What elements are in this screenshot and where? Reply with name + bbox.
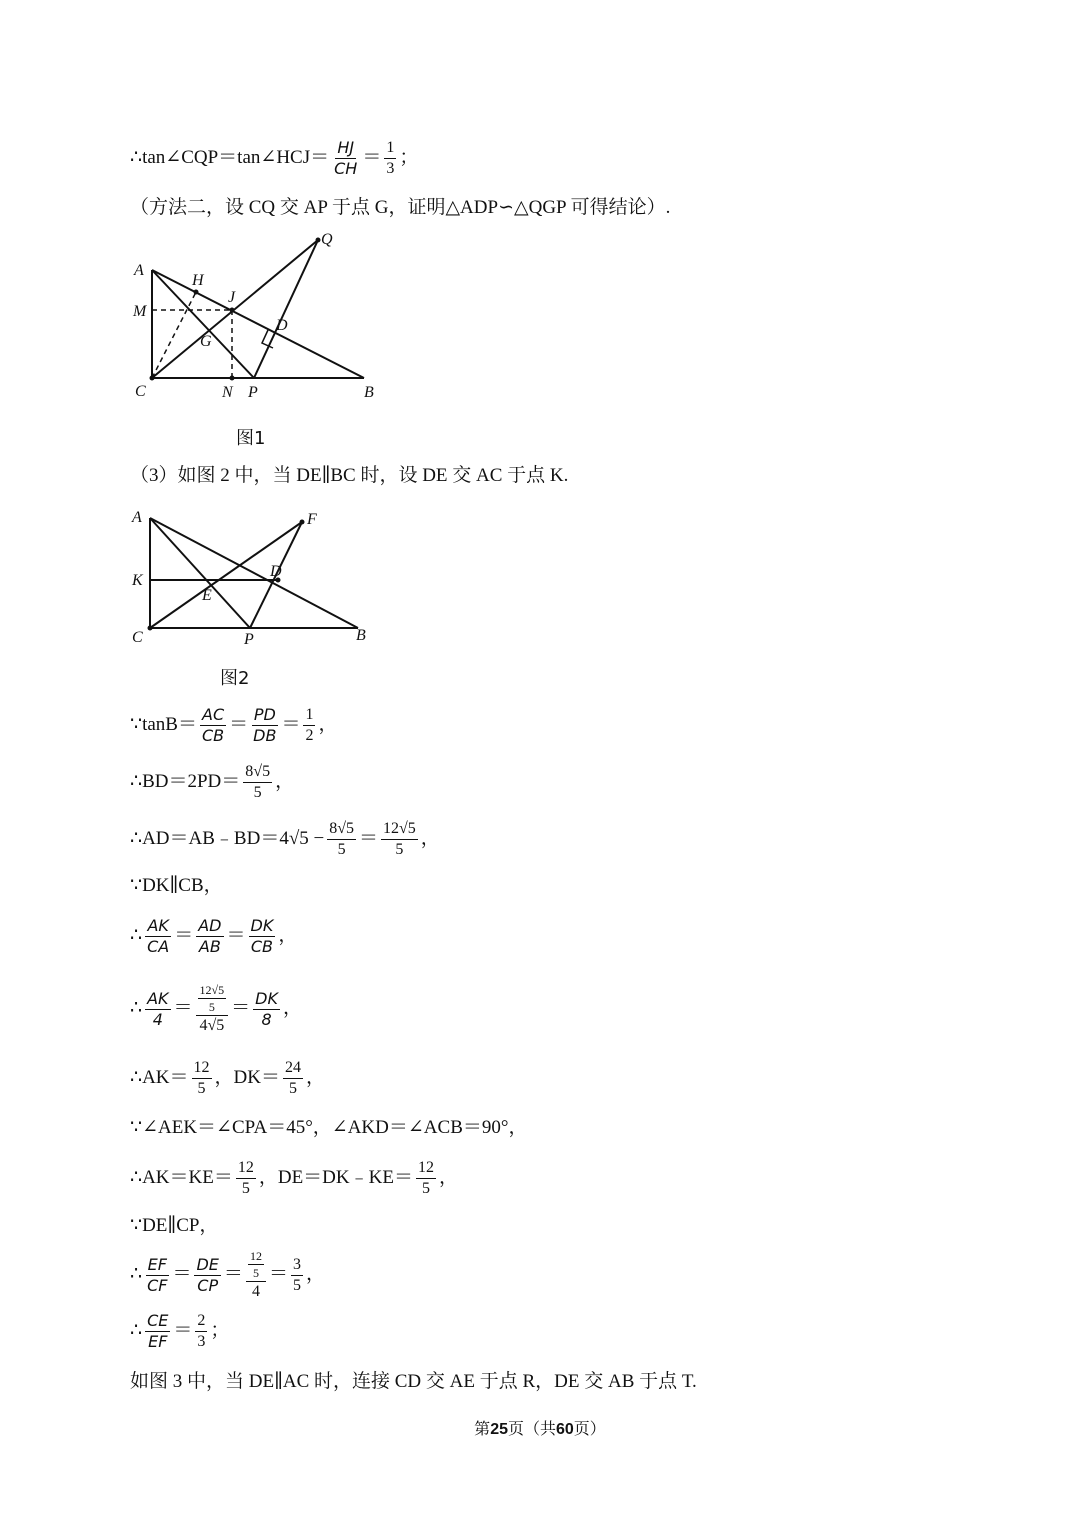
fraction: [145, 1254, 169, 1295]
inner-fraction: [246, 1250, 266, 1282]
num: 12: [192, 1060, 212, 1079]
text: ＝: [268, 1263, 288, 1285]
text: ，DK＝: [214, 1066, 280, 1088]
num: 8√5: [327, 821, 356, 840]
label-q: Q: [321, 231, 333, 248]
den: EF: [148, 1332, 168, 1351]
inner-fraction: [196, 984, 229, 1016]
num: 12√5: [381, 821, 418, 840]
segment-ch: [152, 292, 196, 378]
text: ；: [210, 1319, 230, 1341]
den: CB: [201, 726, 225, 745]
fraction: [332, 140, 359, 177]
segment-qp: [254, 240, 318, 378]
text: ＝: [172, 1263, 192, 1285]
text: ，: [282, 997, 302, 1019]
line-ad: [130, 821, 440, 858]
text: ＝: [229, 713, 249, 735]
footer-text: 第: [474, 1421, 491, 1438]
fraction: [194, 1254, 220, 1295]
text: ，: [318, 713, 338, 735]
text: ＝: [223, 1263, 243, 1285]
text: ∴BD＝2PD＝: [130, 770, 241, 792]
den: 4: [251, 1283, 260, 1300]
num: 1: [384, 140, 396, 159]
figure-1-caption: 图1: [236, 428, 266, 449]
text: ∴: [130, 924, 143, 946]
label-h: H: [192, 272, 204, 289]
label-j: J: [228, 289, 236, 306]
figure-1-diagram: [128, 222, 388, 452]
footer-text: 页（共: [507, 1421, 556, 1438]
den: 3: [386, 160, 395, 177]
den: 5: [253, 784, 262, 801]
text: ，: [275, 770, 295, 792]
label-n: N: [222, 384, 233, 401]
page-total: 60: [556, 1421, 574, 1438]
segment-ap: [150, 518, 250, 628]
text: ∴AD＝AB﹣BD＝4√5 −: [130, 827, 325, 849]
num: PD: [253, 705, 276, 724]
fraction: [381, 821, 418, 858]
fraction: [253, 988, 280, 1029]
den: AB: [198, 937, 221, 956]
fraction: [192, 1060, 212, 1097]
num: HJ: [337, 138, 355, 157]
num: DK: [250, 916, 274, 935]
fraction: [195, 1313, 207, 1350]
text: ∴AK＝KE＝: [130, 1166, 233, 1188]
line-figure-3: 如图 3 中，当 DE∥AC 时，连接 CD 交 AE 于点 R，DE 交 AB 于点 T.: [130, 1371, 697, 1392]
den: 3: [197, 1333, 206, 1350]
segment-ab: [150, 518, 358, 628]
den: CH: [334, 159, 358, 178]
num: 8√5: [243, 764, 272, 783]
num: AK: [147, 988, 169, 1008]
den: 4√5: [199, 1017, 225, 1034]
text: ＝: [362, 146, 382, 168]
num: AK: [147, 916, 169, 935]
num: 12: [249, 1249, 262, 1263]
fraction: [384, 140, 396, 177]
line-tanb: [130, 707, 337, 744]
footer-text: 页）: [573, 1421, 606, 1438]
label-d: D: [270, 563, 282, 580]
den: 5: [421, 1180, 430, 1197]
den: 5: [337, 841, 346, 858]
line-de-parallel: ∵DE∥CP，: [130, 1215, 219, 1236]
text: ；: [399, 146, 419, 168]
text: ，DE＝DK﹣KE＝: [258, 1166, 413, 1188]
num: CE: [147, 1311, 169, 1330]
fraction: [283, 1060, 303, 1097]
line-tan-cqp: [130, 140, 418, 177]
fraction: [416, 1160, 436, 1197]
text: ∴AK＝: [130, 1066, 189, 1088]
den: 2: [305, 727, 314, 744]
den: 4: [152, 1009, 163, 1029]
num: 12: [416, 1160, 436, 1179]
label-g: G: [200, 333, 212, 350]
den: 5: [252, 1266, 259, 1280]
line-angles: ∵∠AEK＝∠CPA＝45°，∠AKD＝∠ACB＝90°，: [130, 1117, 528, 1138]
den: 5: [288, 1080, 297, 1097]
text: ∴: [130, 1263, 143, 1285]
text: ，: [305, 1263, 325, 1285]
text: ∴: [130, 1319, 143, 1341]
text: ，: [278, 924, 298, 946]
fraction: [145, 988, 170, 1029]
text: ＝: [231, 997, 251, 1019]
num: 12√5: [199, 983, 225, 997]
num: DE: [196, 1254, 219, 1274]
text: ∵tanB＝: [130, 713, 197, 735]
text: ＝: [173, 1319, 193, 1341]
line-ak-dk: [130, 1060, 325, 1097]
line-ratio-2: [130, 984, 302, 1034]
den: CP: [197, 1275, 219, 1295]
line-ratio-4: [130, 1313, 229, 1350]
line-part-3: （3）如图 2 中，当 DE∥BC 时，设 DE 交 AC 于点 K.: [130, 465, 569, 486]
num: 3: [291, 1257, 303, 1276]
text: ，: [305, 1066, 325, 1088]
den: CB: [250, 937, 273, 956]
text: ，: [420, 827, 440, 849]
fraction: [200, 707, 226, 744]
num: 24: [283, 1060, 303, 1079]
fraction: [249, 918, 276, 955]
text: ∴: [130, 997, 143, 1019]
line-ratio-1: [130, 918, 297, 955]
figure-1: [128, 222, 388, 457]
fraction: [246, 1250, 266, 1300]
segment-ab: [152, 270, 364, 378]
figure-2: [128, 500, 388, 689]
fraction: [145, 918, 171, 955]
line-dk-parallel: ∵DK∥CB，: [130, 875, 223, 896]
den: 5: [208, 1000, 215, 1014]
label-m: M: [133, 303, 147, 320]
den: CF: [147, 1275, 168, 1295]
label-p: P: [244, 631, 254, 648]
num: 2: [195, 1313, 207, 1332]
fraction: [251, 707, 278, 744]
text: ＝: [281, 713, 301, 735]
fraction: [291, 1257, 303, 1294]
num: 12: [236, 1160, 256, 1179]
den: 5: [292, 1276, 301, 1294]
label-c: C: [132, 629, 143, 646]
label-p: P: [248, 384, 258, 401]
fraction: [243, 764, 272, 801]
label-a: A: [134, 262, 144, 279]
den: 8: [261, 1009, 272, 1029]
fraction: [196, 918, 223, 955]
text: ，: [438, 1166, 458, 1188]
fraction: [327, 821, 356, 858]
label-e: E: [202, 587, 212, 604]
text: ＝: [173, 997, 193, 1019]
num: AD: [198, 916, 222, 935]
num: EF: [147, 1254, 167, 1274]
label-f: F: [307, 511, 317, 528]
fraction: [236, 1160, 256, 1197]
den: 5: [241, 1180, 250, 1197]
figure-2-diagram: [128, 500, 388, 660]
label-c: C: [135, 383, 146, 400]
page-number: 25: [490, 1421, 508, 1438]
den: DB: [253, 726, 277, 745]
fraction: [145, 1313, 170, 1350]
den: 5: [395, 841, 404, 858]
text: ＝: [174, 924, 194, 946]
label-b: B: [364, 384, 374, 401]
text: ＝: [226, 924, 246, 946]
page-footer: [0, 1416, 1080, 1439]
figure-2-caption: 图2: [220, 668, 250, 689]
label-k: K: [132, 572, 143, 589]
label-b: B: [356, 627, 366, 644]
num: DK: [255, 988, 278, 1008]
line-ratio-3: [130, 1250, 325, 1300]
fraction: [196, 984, 229, 1034]
line-ke-de: [130, 1160, 458, 1197]
text: ＝: [359, 827, 379, 849]
line-method-two: （方法二，设 CQ 交 AP 于点 G，证明△ADP∽△QGP 可得结论）.: [130, 197, 671, 218]
fraction: [303, 707, 315, 744]
den: 5: [197, 1080, 206, 1097]
num: AC: [202, 705, 225, 724]
text: ∴tan∠CQP＝tan∠HCJ＝: [130, 146, 330, 168]
den: CA: [147, 937, 170, 956]
label-d: D: [276, 317, 288, 334]
num: 1: [303, 707, 315, 726]
line-bd: [130, 764, 294, 801]
label-a: A: [132, 509, 142, 526]
